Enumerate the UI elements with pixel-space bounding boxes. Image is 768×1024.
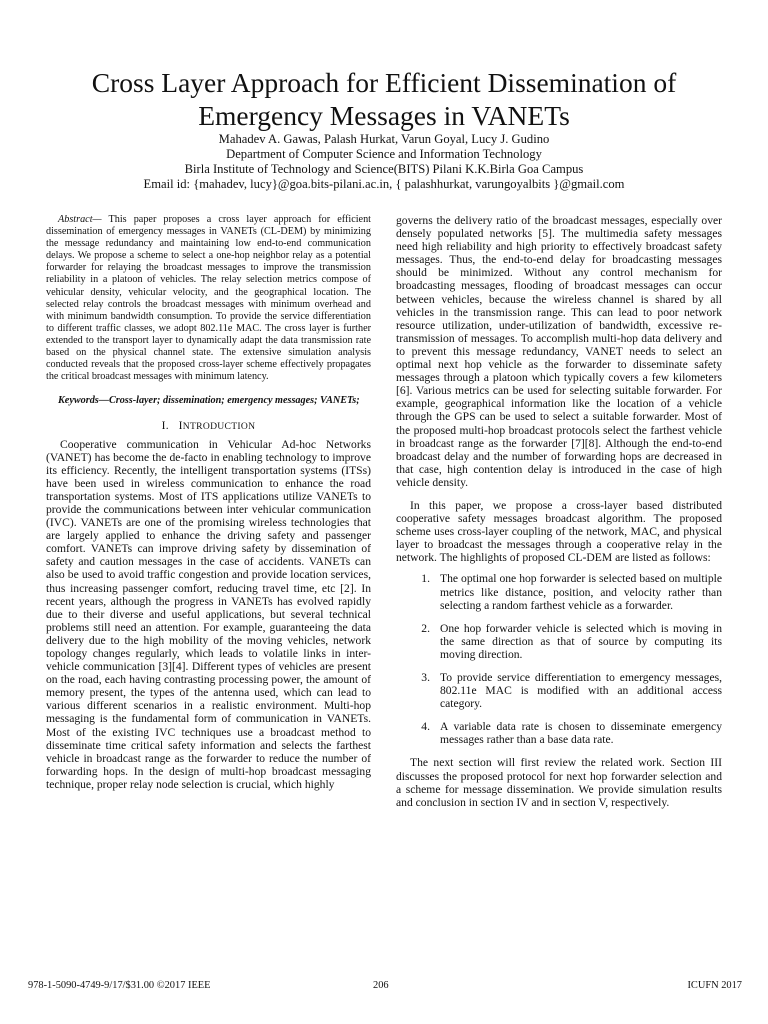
list-item-text: To provide service differentiation to emergency messages, 802.11e MAC is modified with an additional access category. [440,671,722,711]
author-email: Email id: {mahadev, lucy}@goa.bits-pilani.ac.in, { palashhurkat, varungoyalbits }@gmail.com [143,177,625,191]
left-column [46,214,371,791]
paper-title [20,66,748,132]
section-numeral: I. [161,419,169,433]
right-paragraph-1: governs the delivery ratio of the broadcast messages, especially over densely populated networks [5]. The multimedia safety messages need high reliability and high priority to effectively broadcast safety messages. Thus, the end-to-end delay for broadcasting messages should be minimized. Without any control mechanism for broadcasting messages, flooding of broadcast messages can occur between vehicles, because the wireless channel is shared by all vehicles in the transmission range. This can lead to poor network resource utilization, under-utilization of bandwidth, excessive re-transmission of messages. To accomplish multi-hop data delivery and to prevent this message redundancy, VANET needs to select an optimal next hop vehicle as the forwarder to disseminate safety messages through a platoon which typically covers a few kilometers [6]. Various metrics can be used for selecting suitable forwarder. For example, geographical information like the location of a vehicle through the GPS can be used to select a suitable forwarder. Most of the proposed multi-hop broadcast protocols select the farthest vehicle in broadcast range as the forwarder [7][8]. Although the end-to-end broadcast delay and the number of forwarding hops are decreased in that case, high contention delay is introduced in the case of high vehicle density. [396,214,722,489]
title-line-2: Emergency Messages in VANETs [198,100,570,131]
keywords-text: Cross-layer; dissemination; emergency messages; VANETs; [108,395,360,407]
list-item-text: The optimal one hop forwarder is selected based on multiple metrics like distance, position, and velocity rather than selecting a random farthest vehicle as a forwarder. [440,572,722,612]
author-institute: Birla Institute of Technology and Science(BITS) Pilani K.K.Birla Goa Campus [184,162,584,176]
list-item-number: 4. [421,720,430,734]
list-item-number: 3. [421,671,430,684]
right-column [396,214,722,809]
list-item-number: 1. [421,572,430,586]
list-item [396,622,722,661]
abstract [46,214,371,383]
highlights-list [396,572,722,746]
keywords [46,395,371,407]
list-item-number: 2. [421,621,430,635]
keywords-label: Keywords— [58,395,109,407]
list-item [396,671,722,710]
intro-paragraph: Cooperative communication in Vehicular Ad-hoc Networks (VANET) has become the de-facto in enabling technology to improve its efficiency. Recently, the intelligent transportation systems (ITSs) have been used in wireless communication to enhance the road transportation systems. Most of ITS applications utilize VANETs to provide the communications between inter vehicular communication (IVC). VANETs are one of the promising wireless technologies that are largely applied to enhance the driving safety and passenger comfort. VANETs can improve driving safety by dissemination of safety and caution messages in the case of accidents. VANETs can also be used to avoid traffic congestion and provide location services, thus increasing passenger comfort, reducing travel time, etc [2]. In recent years, although the progress in VANETs has evolved rapidly due to their diverse and useful applications, but several technical problems still need an attention. For example, guaranteeing the data delivery due to the high mobility of the moving vehicles, network topology changes regularly, which leads to volatile links in inter-vehicle communication [3][4]. Different types of vehicles are present on the road, each having contrasting processing power, the amount of memory present, the types of the antenna used, which can lead to various different scenarios in a realistic environment. Multi-hop messaging is the fundamental form of communication in VANETs. Most of the existing IVC techniques use a broadcast method to disseminate time critical safety information and selects the farthest vehicle in broadcast range as the forwarder to reduce the number of forwarding hops. In the design of multi-hop broadcast messaging technique, proper relay node selection is crucial, which highly [46,437,371,791]
footer-copyright: 978-1-5090-4749-9/17/$31.00 ©2017 IEEE [28,980,211,991]
right-paragraph-3: The next section will first review the related work. Section III discusses the proposed protocol for next hop forwarder selection and a scheme for message dissemination. We provide simulation results and conclusion in section IV and in section V, respectively. [396,756,722,809]
title-line-1: Cross Layer Approach for Efficient Dissemination of [91,67,677,98]
right-paragraph-2: In this paper, we propose a cross-layer based distributed cooperative safety messages broadcast algorithm. The proposed scheme uses cross-layer coupling of the network, MAC, and physical layer to broadcast the messages through a cooperative relay in the network. The highlights of proposed CL-DEM are listed as follows: [396,498,722,565]
abstract-text: This paper proposes a cross layer approach for efficient dissemination of emergency messages in VANETs (CL-DEM) by minimizing the message redundancy and maintaining low end-to-end communication delays. We propose a scheme to select a one-hop neighbor relay as a potential forwarder for relaying the broadcast messages to improve the transmission reliability in a platoon of vehicles. The relay selection metrics compose of vehicular density, vehicular velocity, and the geographical location. The selected relay controls the broadcast messages with minimum overhead and with minimum bandwidth consumption. To provide the service differentiation to different traffic classes, we adopt 802.11e MAC. The cross layer is further extended to the transport layer to dynamically adapt the data transmission rate based on the physical channel state. The extensive simulation analysis conducted reveals that the proposed cross-layer scheme effectively propagates the critical broadcast messages with minimum latency. [46,214,371,383]
author-names: Mahadev A. Gawas, Palash Hurkat, Varun Goyal, Lucy J. Gudino [218,132,550,146]
section-heading-introduction [46,419,371,433]
list-item-text: One hop forwarder vehicle is selected which is moving in the same direction as that of source by computing its moving direction. [440,621,722,661]
list-item-text: A variable data rate is chosen to disseminate emergency messages rather than a base data rate. [440,720,722,747]
list-item [396,720,722,746]
abstract-label: Abstract— [58,214,102,225]
footer-page-number: 206 [373,980,389,991]
section-title-rest: NTRODUCTION [182,421,256,433]
list-item [396,572,722,611]
section-first-letter: I [178,419,183,433]
author-block [20,132,748,192]
footer-conference: ICUFN 2017 [687,980,742,991]
author-department: Department of Computer Science and Information Technology [226,147,542,161]
